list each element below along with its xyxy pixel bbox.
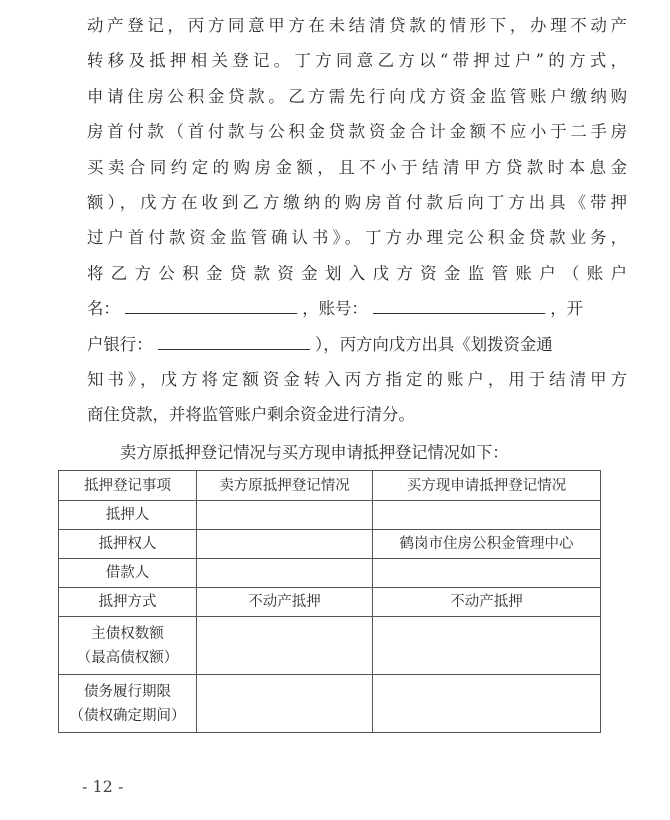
row-item-line: 债务履行期限 — [84, 683, 171, 700]
row-item: 借款人 — [59, 559, 197, 588]
row-buyer-cell: 不动产抵押 — [373, 588, 601, 617]
bank-name-blank — [158, 335, 310, 350]
table-row — [59, 588, 601, 617]
table-row — [59, 675, 601, 733]
paragraph-line: 申请住房公积金贷款。乙方需先行向戊方资金监管账户缴纳购 — [87, 86, 627, 106]
bank-field-line — [87, 327, 627, 362]
row-seller-cell — [197, 530, 373, 559]
paragraph-line: 商住贷款，并将监管账户剩余资金进行清分。 — [87, 405, 415, 425]
row-seller-cell: 不动产抵押 — [197, 588, 373, 617]
paragraph-line: 房首付款（首付款与公积金贷款资金合计金额不应小于二手房 — [87, 122, 627, 142]
row-buyer-cell: 鹤岗市住房公积金管理中心 — [373, 530, 601, 559]
paragraph-line: 转移及抵押相关登记。丁方同意乙方以“带押过户”的方式， — [87, 51, 627, 71]
row-buyer-cell — [373, 675, 601, 733]
table-row — [59, 501, 601, 530]
row-item-line: 主债权数额 — [91, 625, 164, 642]
paragraph-line: 将乙方公积金贷款资金划入戊方资金监管账户（账户 — [87, 263, 627, 283]
row-item-line: （债权确定期间） — [69, 707, 186, 724]
row-seller-cell — [197, 675, 373, 733]
row-item: 抵押方式 — [59, 588, 197, 617]
row-seller-cell — [197, 617, 373, 675]
paragraph-line: 买卖合同约定的购房金额，且不小于结清甲方贷款时本息金 — [87, 157, 627, 177]
row-item-line: （最高债权额） — [76, 649, 179, 666]
row-item: 抵押权人 — [59, 530, 197, 559]
mortgage-registration-table — [58, 470, 601, 733]
row-buyer-cell — [373, 501, 601, 530]
bank-label-prefix: ，开 — [550, 299, 583, 319]
paragraph-line: 动产登记，丙方同意甲方在未结清贷款的情形下，办理不动产 — [87, 16, 627, 35]
row-seller-cell — [197, 559, 373, 588]
row-buyer-cell — [373, 617, 601, 675]
account-fields-line — [87, 291, 627, 326]
row-item: 抵押人 — [59, 501, 197, 530]
header-seller: 卖方原抵押登记情况 — [197, 471, 373, 501]
table-header-row — [59, 471, 601, 501]
page-number: - 12 - — [82, 777, 124, 796]
bank-label: 户银行： — [87, 334, 153, 354]
paragraph-line: 知书》，戊方将定额资金转入丙方指定的账户，用于结清甲方 — [87, 369, 627, 389]
account-number-label: ，账号： — [302, 299, 368, 319]
header-buyer: 买方现申请抵押登记情况 — [373, 471, 601, 501]
paragraph-line: 额），戊方在收到乙方缴纳的购房首付款后向丁方出具《带押 — [87, 192, 627, 212]
header-item: 抵押登记事项 — [59, 471, 197, 501]
table-row — [59, 530, 601, 559]
account-number-blank — [373, 299, 545, 314]
row-buyer-cell — [373, 559, 601, 588]
table-intro: 卖方原抵押登记情况与买方现申请抵押登记情况如下： — [120, 443, 509, 462]
paragraph-line: 过户首付款资金监管确认书》。丁方办理完公积金贷款业务， — [87, 228, 627, 248]
table-row — [59, 617, 601, 675]
account-name-blank — [125, 299, 297, 314]
row-item — [59, 675, 197, 733]
table-row — [59, 559, 601, 588]
paragraph-line: ），丙方向戊方出具《划拨资金通 — [315, 334, 553, 354]
row-seller-cell — [197, 501, 373, 530]
row-item — [59, 617, 197, 675]
account-name-label: 名： — [87, 299, 120, 319]
contract-paragraph — [87, 8, 627, 433]
